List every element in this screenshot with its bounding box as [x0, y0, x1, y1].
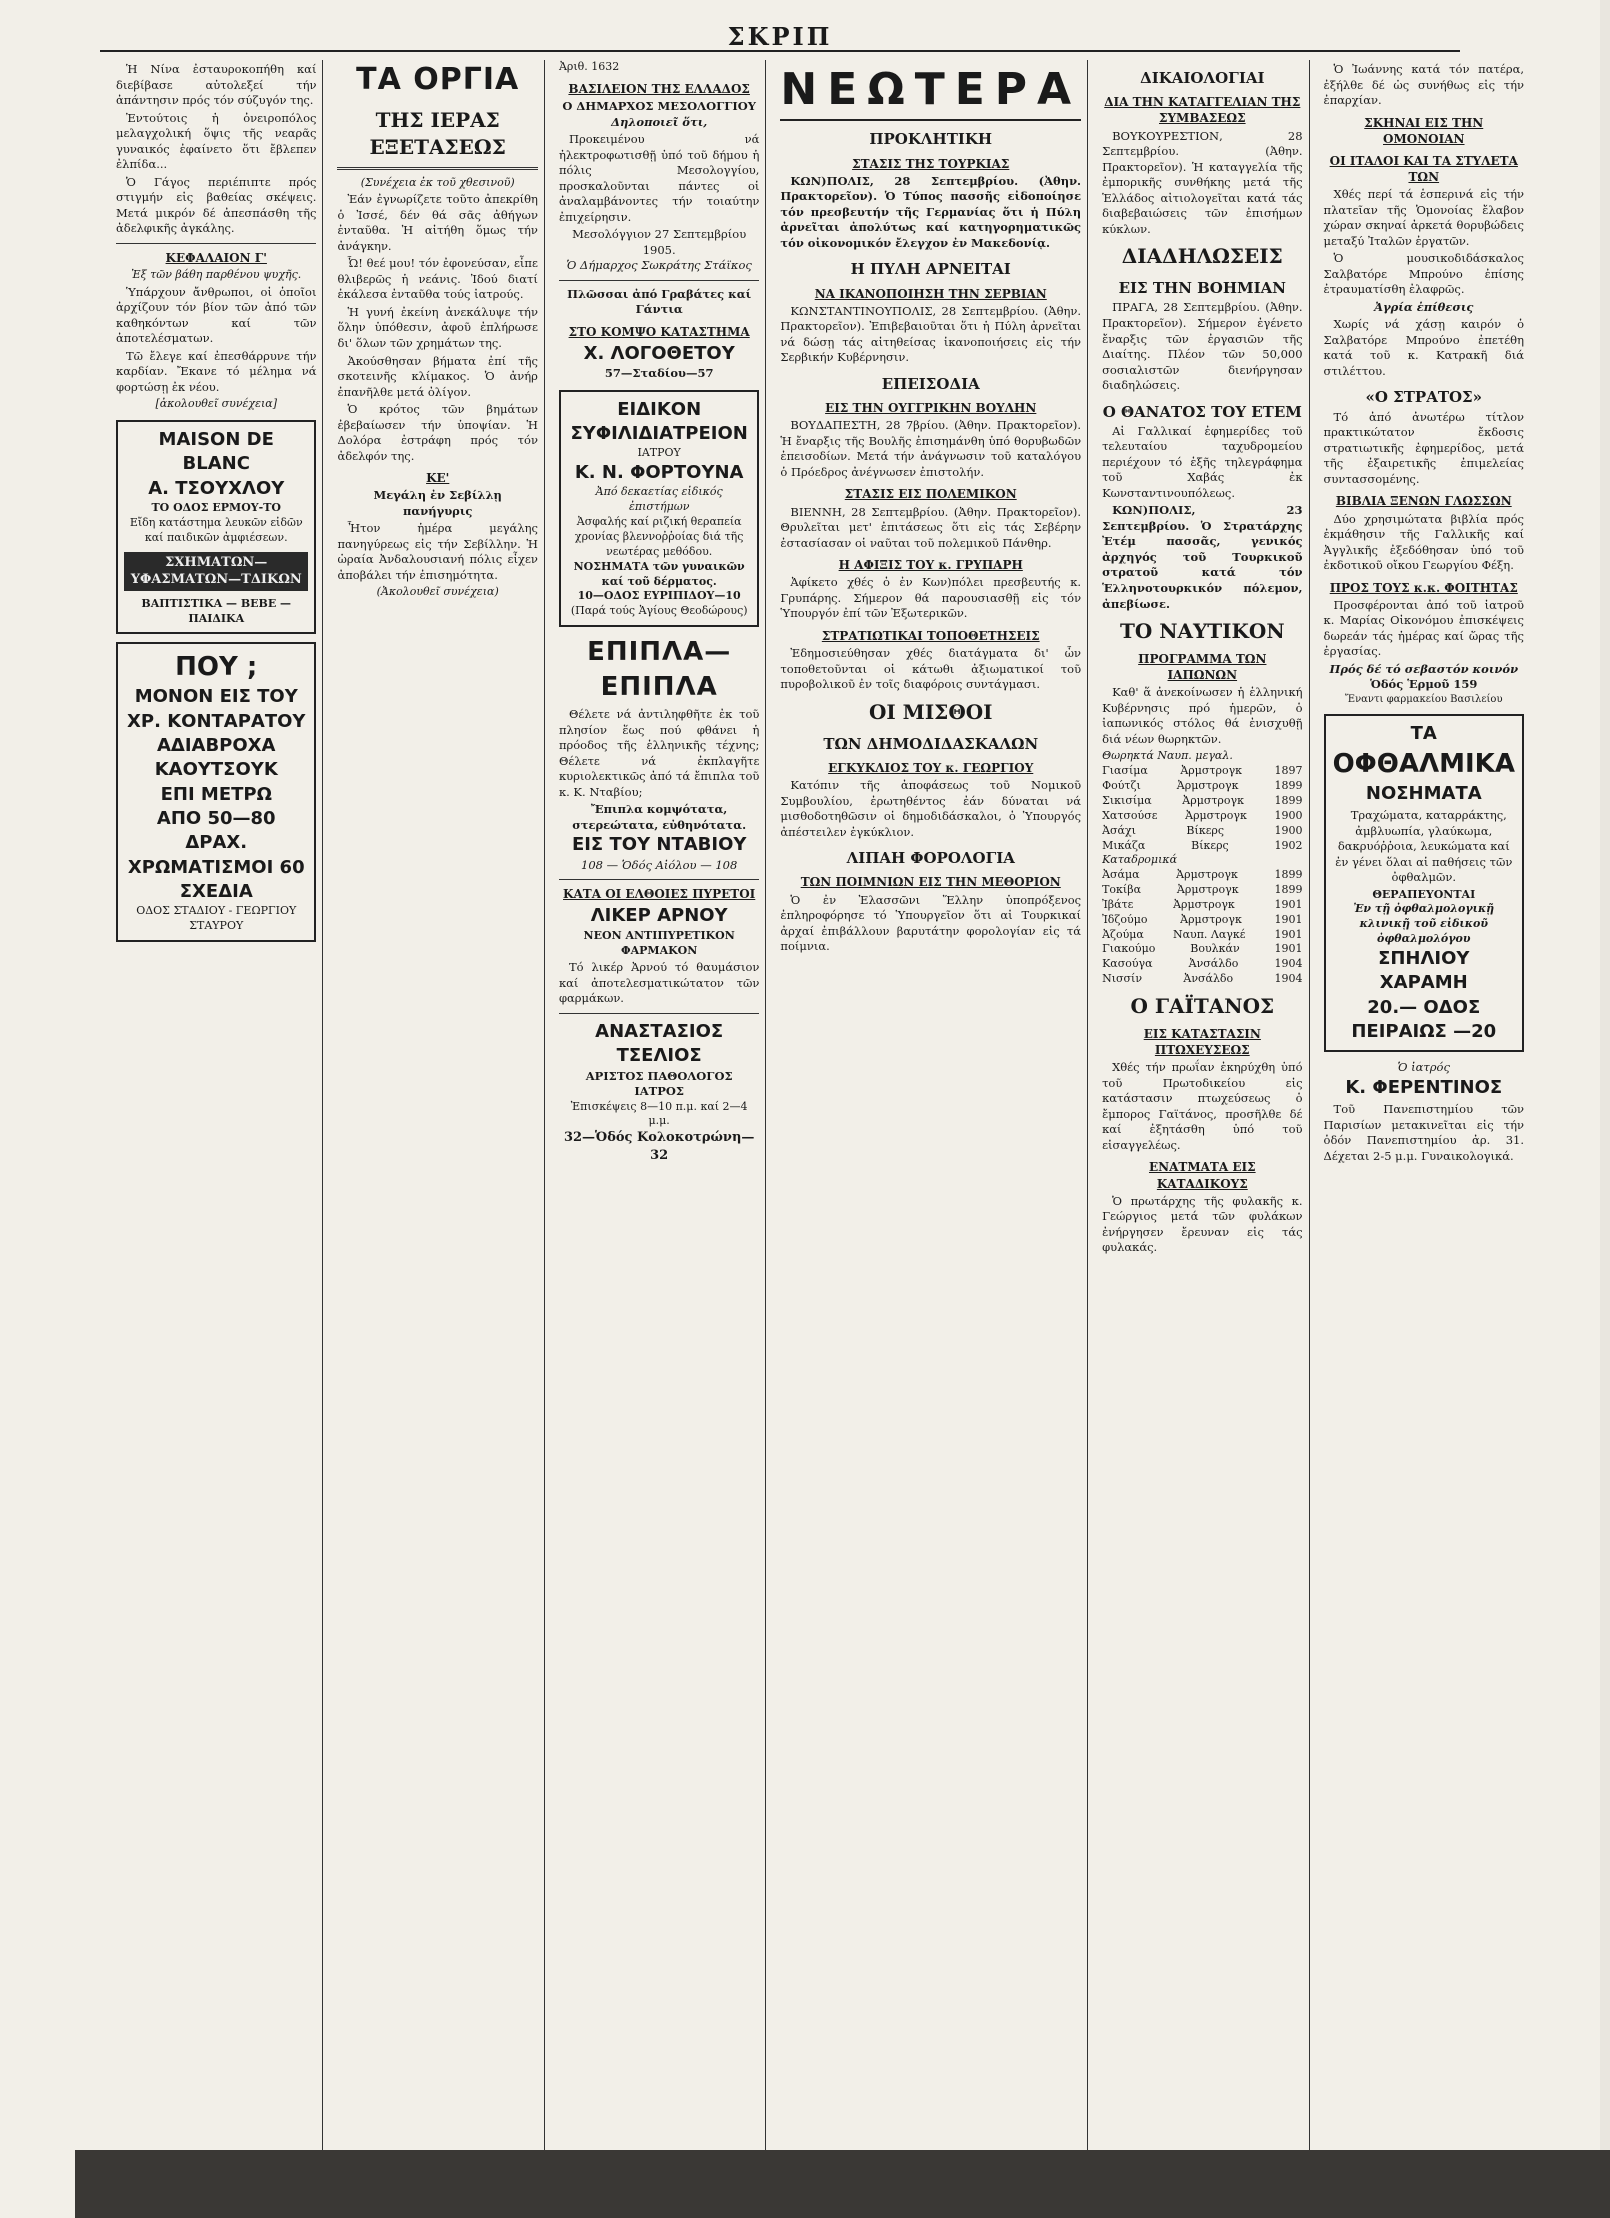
ad-line: ΑΔΙΑΒΡΟΧΑ [156, 735, 276, 757]
ad-line: ΑΡΙΣΤΟΣ ΠΑΘΟΛΟΓΟΣ ΙΑΤΡΟΣ [585, 1068, 733, 1099]
headline-sub: ΕΙΣ ΤΗΝ ΒΟΗΜΙΑΝ [1118, 279, 1287, 298]
article-text: ΒΟΥΔΑΠΕΣΤΗ, 28 7βρίου. (Ἀθην. Πρακτορεῖον). Ἡ ἔναρξις τῆς Βουλῆς ἐπισημάνθη ὑπό θορυβωδῶν ἐπεισοδίων. Μετά τήν ἀνάγνωσιν τοῦ καταλόγου ὁ Πρόεδρος ἀνέγνωσεν ἐπιστολήν. [780, 418, 1082, 479]
ad-address: 10—ΟΔΟΣ ΕΥΡΙΠΙΔΟΥ—10 [577, 589, 741, 603]
ad-line: ΝΕΟΝ ΑΝΤΙΠΥΡΕΤΙΚΟΝ ΦΑΡΜΑΚΟΝ [583, 928, 735, 957]
headline-sub: ΣΤΑΣΙΣ ΤΗΣ ΤΟΥΡΚΙΑΣ [852, 156, 1010, 171]
ad-text: Ἐπισκέψεις 8—10 π.μ. καί 2—4 μ.μ. [570, 1099, 748, 1128]
ad-address: 20.— ΟΔΟΣ ΠΕΙΡΑΙΩΣ —20 [1351, 996, 1497, 1042]
ad-name: ΑΝΑΣΤΑΣΙΟΣ ΤΣΕΛΙΟΣ [595, 1020, 724, 1067]
chapter-heading: ΚΕ' [426, 471, 450, 486]
ad-name: ΣΠΗΛΙΟΥ ΧΑΡΑΜΗ [1378, 947, 1470, 994]
cruiser-heading: Καταδρομικά [1102, 853, 1178, 867]
ship-name: Κασούγα [1102, 957, 1153, 971]
ship-year: 1899 [1274, 779, 1303, 793]
ship-year: 1900 [1274, 823, 1303, 837]
ship-year: 1901 [1274, 927, 1303, 941]
ship-type: Ναυπ. Λαγκέ [1172, 927, 1246, 941]
ship-name: Φούτζι [1102, 779, 1141, 793]
article-text: Κατόπιν τῆς ἀποφάσεως τοῦ Νομικοῦ Συμβουλίου, ἐρωτηθέντος ἐάν δύναται νά μισθοδοτηθῶσιν οἱ δημοδιδάσκαλοι, ὁ Ὑπουργός ἀπέστειλεν ἐγκύκλιον. [780, 778, 1082, 839]
article-text: Ὁ κρότος τῶν βημάτων ἐβεβαίωσεν τήν ὑποψίαν. Ἡ Δολόρα ἐστράφη πρός τόν ἀδελφόν της. [337, 402, 538, 463]
headline: ΕΝΑΤΜΑΤΑ ΕΙΣ ΚΑΤΑΔΙΚΟΥΣ [1148, 1160, 1256, 1191]
masthead [100, 22, 1460, 52]
ad-line: ΝΟΣΗΜΑΤΑ [1365, 782, 1482, 804]
article-text: Ἐντούτοις ἡ ὀνειροπόλος μελαγχολική ὅψις τῆς νεαρᾶς γυναικός ἐφαίνετο ὅτι ἔβλεπεν ἐλπίδα... [116, 110, 317, 172]
headline-sub: ΝΑ ΙΚΑΝΟΠΟΙΗΣΗ ΤΗΝ ΣΕΡΒΙΑΝ [814, 286, 1047, 301]
headline: Ο ΘΑΝΑΤΟΣ ΤΟΥ ΕΤΕΜ [1102, 402, 1302, 421]
ad-name: ΧΡ. ΚΟΝΤΑΡΑΤΟΥ [127, 710, 306, 732]
ad-line: ΚΑΟΥΤΣΟΥΚ [154, 759, 278, 781]
ad-fortouna [559, 390, 759, 627]
ship-year: 1901 [1274, 912, 1303, 926]
ship-row [1102, 779, 1302, 794]
ship-type: Ἀρμστρογκ [1180, 912, 1242, 926]
ship-row [1102, 957, 1302, 972]
address: Ὁδός Ἑρμοῦ 159 [1370, 677, 1478, 692]
divider [559, 280, 759, 281]
ad-monon: ΜΟΝΟΝ ΕΙΣ ΤΟΥ [134, 686, 298, 708]
ad-line: ΕΙΣ ΤΟΥ ΝΤΑΒΙΟΥ [571, 834, 747, 856]
column-2 [331, 60, 544, 2150]
ad-line: ΤΑ [1410, 723, 1437, 745]
article-text: Ἡ γυνή ἐκείνη ἀνεκάλυψε τήν ὅλην ὑπόθεσιν, ἀφοῦ ἐπλήρωσε δι' ὅλων τῶν χρημάτων της. [337, 304, 538, 350]
column-3 [553, 60, 766, 2150]
ad-line: Ἔπιπλα κομψότατα, στερεώτατα, εὐθηνότατα. [572, 802, 747, 832]
serial-subtitle: ΤΗΣ ΙΕΡΑΣ ΕΞΕΤΑΣΕΩΣ [369, 107, 506, 159]
ship-type: Βίκερς [1191, 838, 1229, 852]
article-text: Ἡ Νίνα ἐσταυροκοπήθη καί διεβίβασε αὐτολεξεί τήν ἀπάντησιν πρός τόν σύζυγόν της. [116, 62, 317, 108]
headline: ΕΠΕΙΣΟΔΙΑ [881, 374, 980, 393]
ship-row [1102, 794, 1302, 809]
ship-year: 1904 [1274, 957, 1303, 971]
column-5 [1096, 60, 1309, 2150]
ship-row [1102, 839, 1302, 854]
headline-sub: ΔΙΑ ΤΗΝ ΚΑΤΑΓΓΕΛΙΑΝ ΤΗΣ ΣΥΜΒΑΣΕΩΣ [1104, 95, 1301, 126]
ship-row [1102, 928, 1302, 943]
ship-name: Τοκίβα [1102, 883, 1141, 897]
notice-date: Μεσολόγγιον 27 Σεπτεμβρίου 1905. [572, 227, 747, 257]
divider [559, 1013, 759, 1014]
article-text: Δύο χρησιμώτατα βιβλία πρός ἐκμάθησιν τῆς Γαλλικῆς καί Ἀγγλικῆς ἐξεδόθησαν ὑπό τοῦ ἐκδοτικοῦ οἴκου Γεωργίου Φέξη. [1323, 511, 1524, 573]
ad-line: ΕΠΙ ΜΕΤΡΩ [160, 783, 272, 805]
article-text: Ὑπάρχουν ἄνθρωποι, οἱ ὁποῖοι ἀρχίζουν τόν βίον τῶν ἀπό τῶν καθηκόντων καί τῶν ἀποτελέσματων. [116, 284, 317, 346]
headline: ΣΤΑΣΙΣ ΕΙΣ ΠΟΛΕΜΙΚΟΝ [844, 487, 1017, 502]
ship-type: Ἀρμστρογκ [1176, 883, 1239, 897]
ship-type: Ἀρμστρογκ [1180, 764, 1243, 778]
ship-type: Ἀρμστρογκ [1173, 897, 1235, 911]
ship-year: 1902 [1274, 838, 1303, 852]
headline: ΔΙΚΑΙΟΛΟΓΙΑΙ [1140, 69, 1265, 87]
ad-line: ΘΕΡΑΠΕΥΟΝΤΑΙ [1372, 887, 1476, 901]
ad-address: 57—Σταδίου—57 [604, 366, 714, 381]
ship-year: 1901 [1274, 942, 1303, 956]
ad-text: Ἀσφαλής καί ριζική θεραπεία χρονίας βλεννοῤῥοίας διά τῆς νεωτέρας μεθόδου. [574, 515, 744, 558]
continuation-note: [ἀκολουθεῖ συνέχεια] [155, 397, 278, 411]
ad-name: Α. ΤΣΟΥΧΛΟΥ [148, 477, 285, 499]
ad-name: Κ. Ν. ΦΟΡΤΟΥΝΑ [574, 462, 744, 484]
ship-name: Νισσίν [1102, 972, 1143, 986]
ad-line: ΙΑΤΡΟΥ [637, 446, 681, 460]
ad-text: Τραχώματα, καταρράκτης, ἀμβλυωπία, γλαύκωμα, δακρυόῤῥοια, λευκώματα καί ἐν γένει ὅλαι αἱ παθήσεις τῶν ὀφθαλμῶν. [1335, 808, 1513, 885]
headline: ΣΤΡΑΤΙΩΤΙΚΑΙ ΤΟΠΟΘΕΤΗΣΕΙΣ [821, 628, 1040, 643]
article-text: Ἐάν ἐγνωρίζετε τοῦτο ἀπεκρίθη ὁ Ἰσσέ, δέν θά σᾶς ἀθήγων ἐνταῦθα. Ἡ αἰτήθη ὅμως τήν ἀνάγκην. [337, 192, 538, 253]
ship-type: Ἀρμστρογκ [1176, 868, 1238, 882]
ship-type: Ἀνσάλδο [1188, 957, 1239, 971]
serial-title: ΤΑ ΟΡΓΙΑ [356, 62, 520, 97]
ad-text: Εἴδη κατάστημα λευκῶν εἰδῶν καί παιδικῶν ἀμφιέσεων. [129, 515, 303, 544]
notice-signature: Ὁ Δήμαρχος Σωκράτης Στάϊκος [566, 258, 752, 273]
article-text: Τῶ ἔλεγε καί ἐπεσθάρρυνε τήν καρδίαν. Ἔκανε τό μέλημα νά φορτώσῃ ἐκ νέου. [116, 348, 317, 394]
article-text: Ὁ μουσικοδιδάσκαλος Σαλβατόρε Μπρούνο ἐπίσης ἐτραυματίσθη ἐλαφρῶς. [1323, 251, 1524, 297]
ship-type: Ἀρμστρογκ [1185, 808, 1247, 822]
headline-sub: ΤΩΝ ΠΟΙΜΝΙΩΝ ΕΙΣ ΤΗΝ ΜΕΘΟΡΙΟΝ [800, 875, 1061, 890]
ship-type: Ἀρμστρογκ [1182, 793, 1244, 807]
ship-name: Ἀζούμα [1102, 927, 1144, 941]
headline: ΠΡΟΚΛΗΤΙΚΗ [869, 130, 993, 149]
ship-row [1102, 913, 1302, 928]
article-text: Ἐδημοσιεύθησαν χθές διατάγματα δι' ὧν τοποθετοῦνται οἱ κάτωθι ἀξιωματικοί τοῦ πυροβολικοῦ ἐν τοῖς διαφόροις συντάγμασι. [780, 646, 1082, 692]
article-text: Ὁ Ἰωάννης κατά τόν πατέρα, ἐξήλθε δέ ὡς συνήθως εἰς τήν ἐπαρχίαν. [1323, 62, 1524, 108]
ship-type: Βουλκάν [1190, 942, 1240, 956]
ad-line: ΑΠΟ 50—80 ΔΡΑΧ. [156, 807, 276, 854]
article-text: Πρός δέ τό σεβαστόν κοινόν [1329, 661, 1519, 676]
ad-maison-de-blanc [116, 420, 316, 634]
ad-line: ΟΦΘΑΛΜΙΚΑ [1332, 748, 1515, 779]
article-text: Ὦ! θεέ μου! τόν ἐφονεύσαν, εἶπε θλιβερῶς ἡ νεάνις. Ἰδού διατί ἐκάλεσα ἐνταῦθα τούς ἰατρούς. [337, 256, 538, 302]
ship-row [1102, 764, 1302, 779]
column-6 [1318, 60, 1530, 2150]
article-text: Ὁ Γάγος περιέπιπτε πρός στιγμήν εἰς βαθείας σκέψεις. Μετά μικρόν δέ ἀπεσπάσθη τῆς ἀδελφικῆς ἀγκάλης. [116, 174, 317, 236]
headline: Ἀγρία ἐπίθεσις [1374, 299, 1474, 314]
headline-sub: ΕΓΚΥΚΛΙΟΣ ΤΟΥ κ. ΓΕΩΡΓΙΟΥ [828, 760, 1034, 775]
cruiser-list [1102, 868, 1302, 987]
ad-line: Ἐν τῇ ὀφθαλμολογικῇ κλινικῇ τοῦ εἰδικοῦ ὀφθαλμολόγου [1353, 902, 1495, 946]
address: Ἔναντι φαρμακείου Βασιλείου [1345, 693, 1503, 705]
headline: ΒΙΒΛΙΑ ΞΕΝΩΝ ΓΛΩΣΣΩΝ [1335, 494, 1512, 509]
ship-type: Ἀνσάλδο [1183, 972, 1234, 986]
ship-year: 1899 [1274, 793, 1303, 807]
ship-row [1102, 868, 1302, 883]
headline: ΠΡΟΣ ΤΟΥΣ κ.κ. ΦΟΙΤΗΤΑΣ [1329, 580, 1518, 595]
ship-year: 1897 [1274, 764, 1303, 778]
article-text: ΒΙΕΝΝΗ, 28 Σεπτεμβρίου. (Ἀθην. Πρακτορεῖον). Θρυλεῖται μετ' ἐπιτάσεως ὅτι εἰς τάς Σεβέρην ἐστασίασαν οἱ ναῦται τοῦ πολεμικοῦ Πάνθηρ. [780, 504, 1082, 550]
column-1 [110, 60, 323, 2150]
ad-pou: ΠΟΥ ; [175, 652, 258, 683]
ship-name: Ἰδζούμο [1102, 912, 1148, 926]
ship-year: 1901 [1274, 897, 1303, 911]
ad-bar: ΣΧΗΜΑΤΩΝ—ΥΦΑΣΜΑΤΩΝ—ΤΔΙΚΩΝ [124, 552, 308, 591]
ship-row [1102, 809, 1302, 824]
ad-text: Τοῦ Πανεπιστημίου τῶν Παρισίων μετακινεῖται εἰς τήν ὁδόν Πανεπιστημίου ἀρ. 31. Δέχεται 2-5 μ.μ. Γυναικολογικά. [1323, 1101, 1524, 1163]
ship-row [1102, 898, 1302, 913]
scan-bottom-edge [75, 2150, 1610, 2218]
article-text: ΚΩΝ)ΠΟΛΙΣ, 28 Σεπτεμβρίου. (Ἀθην. Πρακτορεῖον). Ὁ Τύπος πασσῆς εἰδοποίησε τόν πρεσβευτήν τῆς Γερμανίας ὅτι ἡ Πύλη ἀρνεῖται ἀπολύτως καί κατηγορηματικῶς τόν οἰκονομικόν ἔλεγχον ἐν Μακεδονίᾳ. [780, 173, 1082, 250]
article-text: Ἦτον ἡμέρα μεγάλης πανηγύρεως εἰς τήν Σεβίλλην. Ἡ ὡραία Ἀνδαλουσιανή πόλις εἶχεν ἀποβάλει τήν ἐπισημότητα. [337, 521, 538, 582]
ship-row [1102, 972, 1302, 987]
ad-ophthalmika [1324, 714, 1524, 1052]
ad-line: ΒΑΠΤΙΣΤΙΚΑ — ΒΕΒΕ — ΠΑΙΔΙΚΑ [141, 596, 292, 625]
section-title-neotera: ΝΕΩΤΕΡΑ [780, 60, 1081, 121]
article-text: Ὁ πρωτάρχης τῆς φυλακῆς κ. Γεώργιος μετά τῶν φυλάκων ἐνήργησεν ἔρευναν εἰς τάς φυλακάς. [1102, 1193, 1303, 1255]
masthead-title: ΣΚΡΙΠ [727, 21, 833, 51]
ship-row [1102, 824, 1302, 839]
divider [337, 167, 537, 170]
headline: ΔΙΑΔΗΛΩΣΕΙΣ [1121, 244, 1283, 269]
ship-name: Γιακούμο [1102, 942, 1156, 956]
notice-sub: Ο ΔΗΜΑΡΧΟΣ ΜΕΣΟΛΟΓΓΙΟΥ [562, 99, 757, 114]
article-text: Ὁ ἐν Ἐλασσῶνι Ἕλλην ὑποπρόξενος ἐπληροφόρησε τό Ὑπουργεῖον ὅτι αἱ Τουρκικαί ἀρχαί ἐπιβάλλουν βαρυτάτην φορολογίαν εἰς τά ποίμνια. [780, 892, 1082, 954]
ad-text: Θέλετε νά ἀντιληφθῆτε ἐκ τοῦ πλησίον ἕως πού φθάνει ἡ πρόοδος τῆς ἑλληνικῆς τέχνης; Θέλετε νά ἐκπλαγῆτε κυριολεκτικῶς ἀπό τά ἔπιπλα τοῦ κ. Κ. Νταβίου; [558, 707, 760, 799]
ship-year: 1900 [1274, 808, 1303, 822]
chapter-subtitle: Ἐξ τῶν βάθη παρθένου ψυχῆς. [131, 267, 302, 281]
article-text: ΚΩΝ)ΠΟΛΙΣ, 23 Σεπτεμβρίου. Ὁ Στρατάρχης Ἐτέμ πασσᾶς, γενικός ἀρχηγός τοῦ Τουρκικοῦ στρατοῦ κατά τόν Ἑλληνοτουρκικόν πόλεμον, ἀπεβίωσε. [1102, 503, 1303, 611]
ship-type: Ἀρμστρογκ [1176, 779, 1239, 793]
ship-name: Σικισίμα [1102, 793, 1152, 807]
ship-year: 1899 [1274, 868, 1303, 882]
ship-row [1102, 883, 1302, 898]
ship-name: Μικάζα [1102, 838, 1146, 852]
article-text: Προσφέρονται ἀπό τοῦ ἰατροῦ κ. Μαρίας Οἰκονόμου ἐπισκέψεις δωρεάν τάς ἡμέρας καί ὥρας τῆς ἐργασίας. [1323, 597, 1524, 659]
ship-row [1102, 942, 1302, 957]
article-text: Ἀκούσθησαν βήματα ἐπί τῆς σκοτεινῆς κλίμακος. Ὁ ἀνήρ ἐπανῆλθε μετά ὀλίγον. [337, 353, 538, 399]
headline-sub: ΕΙΣ ΤΗΝ ΟΥΓΓΡΙΚΗΝ ΒΟΥΛΗΝ [825, 401, 1037, 416]
article-text: Τό ἀπό ἀνωτέρω τίτλον πρακτικώτατον ἔκδοσις στρατιωτικῆς ἐφημερίδος, μετά τῆς ἐξαιρετικῆς ἐπιμελείας συντασσομένης. [1323, 409, 1524, 486]
ad-line: ΚΑΤΑ ΟΙ ΕΛΘΟΙΕΣ ΠΥΡΕΤΟΙ [563, 887, 756, 902]
ad-line: Ὁ ἰατρός [1397, 1060, 1450, 1075]
fleet-heading: Θωρηκτά Ναυπ. μεγαλ. [1102, 749, 1233, 763]
article-text: ΒΟΥΚΟΥΡΕΣΤΙΟΝ, 28 Σεπτεμβρίου. (Ἀθην. Πρακτορεῖον). Ἡ καταγγελία τῆς ἐμπορικῆς συνθήκης μετά τῆς Ἑλλάδος αἰτιολογεῖται κατά τάς διαβεβαιώσεις τῶν ἐπισήμων κύκλων. [1102, 128, 1303, 236]
headline-sub: ΤΩΝ ΔΗΜΟΔΙΔΑΣΚΑΛΩΝ [823, 734, 1039, 753]
article-text: Χθές περί τά ἑσπερινά εἰς τήν πλατεῖαν τῆς Ὁμονοίας ἔλαβον χώραν σκηναί ἀρκετά θορυβώδεις μεταξύ Ἰταλῶν ἐργατῶν. [1323, 187, 1524, 248]
ad-line: Ἀπό δεκαετίας εἰδικός ἐπιστήμων [595, 485, 723, 514]
ship-name: Ἰβάτε [1102, 897, 1134, 911]
ad-name: Χ. ΛΟΓΟΘΕΤΟΥ [583, 342, 735, 364]
ad-line: ΕΙΔΙΚΟΝ [617, 398, 702, 420]
ad-address: (Παρά τούς Ἁγίους Θεοδώρους) [570, 604, 748, 618]
ad-kontaratou [116, 642, 316, 941]
divider [559, 879, 759, 880]
headline: ΣΚΗΝΑΙ ΕΙΣ ΤΗΝ ΟΜΟΝΟΙΑΝ [1364, 115, 1484, 146]
headline-sub: ΠΡΟΓΡΑΜΜΑ ΤΩΝ ΙΑΠΩΝΩΝ [1138, 652, 1267, 683]
ship-name: Ἀσάχι [1102, 823, 1136, 837]
ad-epipla-title: ΕΠΙΠΛΑ—ΕΠΙΠΛΑ [587, 637, 732, 703]
headline-sub: ΕΙΣ ΚΑΤΑΣΤΑΣΙΝ ΠΤΩΧΕΥΣΕΩΣ [1143, 1026, 1261, 1058]
fleet-list [1102, 764, 1302, 853]
ad-line: ΣΥΦΙΛΙΔΙΑΤΡΕΙΟΝ [570, 423, 748, 445]
ad-line: Πλῶσσαι ἀπό Γραβάτες καί Γάντια [567, 286, 752, 317]
ship-name: Ἀσάμα [1102, 868, 1140, 882]
chapter-subtitle: Μεγάλη ἐν Σεβίλλῃ πανήγυρις [373, 488, 502, 518]
article-text: Αἱ Γαλλικαί ἐφημερίδες τοῦ τελευταίου ταχυδρομείου περιέχουν τό ἑξῆς τηλεγράφημα τοῦ Χαβάς ἐκ Κωνσταντινουπόλεως. [1102, 423, 1303, 500]
chapter-heading: ΚΕΦΑΛΑΙΟΝ Γ' [165, 250, 267, 265]
ship-type: Βίκερς [1186, 823, 1225, 837]
headline: Ο ΓΑΪΤΑΝΟΣ [1130, 993, 1275, 1018]
ship-name: Γιασίμα [1102, 764, 1148, 778]
continuation-note: (Ἀκολουθεῖ συνέχεια) [376, 585, 499, 599]
article-text: Ἀφίκετο χθές ὁ ἐν Κων)πόλει πρεσβευτής κ. Γρυπάρης. Σήμερον θά παρουσιασθῇ εἰς τόν Ὑπουργόν ἐπί τῶν Ἐξωτερικῶν. [780, 575, 1082, 621]
ad-address: ΟΔΟΣ ΣΤΑΔΙΟΥ - ΓΕΩΡΓΙΟΥ ΣΤΑΥΡΟΥ [136, 904, 297, 932]
continuation-note: (Συνέχεια ἐκ τοῦ χθεσινοῦ) [360, 175, 515, 189]
headline: ΟΙ ΜΙΣΘΟΙ [868, 699, 993, 724]
columns-container [110, 60, 1530, 2150]
ad-address: 108 — Ὁδός Αἰόλου — 108 [581, 857, 738, 872]
column-4 [774, 60, 1088, 2150]
headline: ΤΟ ΝΑΥΤΙΚΟΝ [1119, 619, 1285, 644]
headline: «Ο ΣΤΡΑΤΟΣ» [1365, 388, 1483, 407]
ad-name: ΛΙΚΕΡ ΑΡΝΟΥ [590, 905, 728, 927]
ship-year: 1904 [1274, 972, 1303, 986]
notice-ref: Ἀριθ. 1632 [558, 60, 620, 73]
headline: Η ΑΦΙΞΙΣ ΤΟΥ κ. ΓΡΥΠΑΡΗ [838, 558, 1023, 573]
notice-title: ΒΑΣΙΛΕΙΟΝ ΤΗΣ ΕΛΛΑΔΟΣ [568, 81, 750, 96]
ad-text: Τό λικέρ Ἀρνού τό θαυμάσιον καί ἀποτελεσματικώτατον τῶν φαρμάκων. [558, 960, 760, 1006]
ship-year: 1899 [1274, 883, 1303, 897]
article-text: ΚΩΝΣΤΑΝΤΙΝΟΥΠΟΛΙΣ, 28 Σεπτεμβρίου. (Ἀθην. Πρακτορεῖον). Ἐπιβεβαιοῦται ὅτι ἡ Πύλη ἀρνεῖται νά δώσῃ τάς αἰτηθείσας ἱκανοποιήσεις εἰς τήν Σερβικήν Κυβέρνησιν. [780, 303, 1082, 365]
article-text: Χωρίς νά χάσῃ καιρόν ὁ Σαλβατόρε Μπρούνο ἐπετέθη κατά τοῦ κ. Κατρακῆ διά στιλέττου. [1323, 317, 1524, 378]
article-text: ΠΡΑΓΑ, 28 Σεπτεμβρίου. (Ἀθην. Πρακτορεῖον). Σήμερον ἐγένετο ἔναρξις τῶν ἐργασιῶν τῆς Διαίτης. Πλέον τῶν 50,000 σοσιαλιστῶν διενήργησαν διαδηλώσεις. [1102, 300, 1303, 393]
ad-address: 32—Ὁδός Κολοκοτρώνη—32 [563, 1130, 755, 1163]
article-text: Χθές τήν πρωΐαν ἐκηρύχθη ὑπό τοῦ Πρωτοδικείου εἰς κατάστασιν πτωχεύσεως ὁ ἔμπορος Γαϊτάνος, προσῆλθε δέ καί ἐξητάσθη ὑπό τοῦ εἰσαγγελέως. [1102, 1060, 1303, 1152]
notice-heading: Δηλοποιεῖ ὅτι, [611, 114, 708, 129]
ad-address: ΤΟ ΟΔΟΣ ΕΡΜΟΥ-ΤΟ [151, 501, 281, 515]
ship-name: Χατσούσε [1102, 808, 1158, 822]
ad-text: ΝΟΣΗΜΑΤΑ τῶν γυναικῶν καί τοῦ δέρματος. [573, 559, 745, 588]
notice-text: Προκειμένου νά ἠλεκτροφωτισθῇ ὑπό τοῦ δήμου ἡ πόλις Μεσολογγίου, προσκαλοῦνται πάντες οἱ ἀναλαμβάνοντες τήν τοιαύτην ἐπιχείρησιν. [558, 132, 760, 224]
headline: Η ΠΥΛΗ ΑΡΝΕΙΤΑΙ [850, 260, 1011, 279]
headline-sub: ΟΙ ΙΤΑΛΟΙ ΚΑΙ ΤΑ ΣΤΥΛΕΤΑ ΤΩΝ [1329, 153, 1518, 185]
ad-title: MAISON DE BLANC [158, 429, 274, 475]
headline: ΛΙΠΑΗ ΦΟΡΟΛΟΓΙΑ [846, 849, 1015, 868]
ad-name: Κ. ΦΕΡΕΝΤΙΝΟΣ [1345, 1076, 1503, 1098]
article-text: Καθ' ἅ ἀνεκοίνωσεν ἡ ἑλληνική Κυβέρνησις πρό ἡμερῶν, ὁ ἰαπωνικός στόλος θά ἐνισχυθῇ διά νέων θωρηκτῶν. [1102, 685, 1303, 746]
divider [116, 243, 316, 244]
ad-line: ΧΡΩΜΑΤΙΣΜΟΙ 60 ΣΧΕΔΙΑ [127, 856, 305, 902]
ad-line: ΣΤΟ ΚΟΜΨΟ ΚΑΤΑΣΤΗΜΑ [568, 324, 750, 339]
